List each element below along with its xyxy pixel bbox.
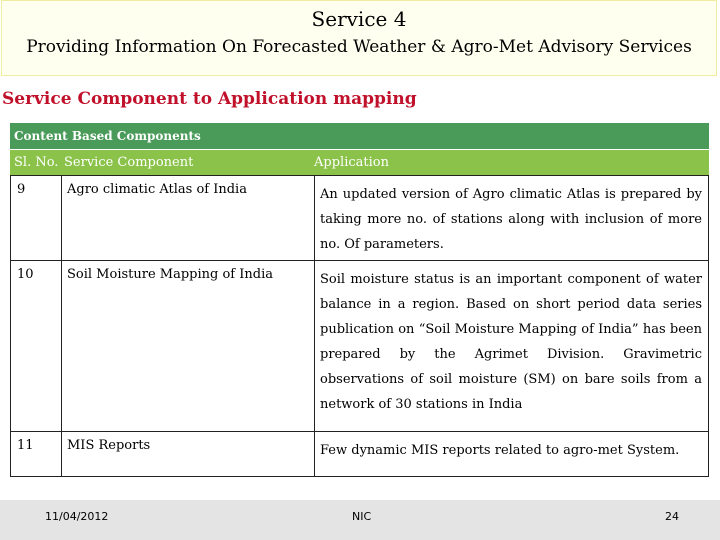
row-application: Few dynamic MIS reports related to agro-met System. <box>320 443 680 458</box>
slide-footer <box>0 500 720 540</box>
slide-title-box <box>1 0 717 76</box>
footer-org: NIC <box>352 510 372 523</box>
col-header-application: Application <box>314 155 389 170</box>
section-title: Service Component to Application mapping <box>2 89 417 109</box>
row-service-component: Soil Moisture Mapping of India <box>67 267 273 282</box>
slide-title: Service 4 <box>311 7 407 31</box>
row-sl-no: 9 <box>17 182 26 197</box>
table-group-label: Content Based Components <box>10 123 709 149</box>
table-body <box>10 175 709 477</box>
row-service-component: Agro climatic Atlas of India <box>67 182 247 197</box>
row-service-component: MIS Reports <box>67 438 151 453</box>
row-application: An updated version of Agro climatic Atlas is prepared by taking more no. of stations along with inclusion of more no. Of parameters. <box>320 187 702 252</box>
footer-date: 11/04/2012 <box>45 510 109 523</box>
footer-page-number: 24 <box>665 510 679 523</box>
row-application: Soil moisture status is an important component of water balance in a region. Based on short period data series publication on “Soil Moisture Mapping of India” has been prepared by the Agrimet Division. Gravimetric observations of soil moisture (SM) on bare soils from a network of 30 stations in India <box>320 272 702 412</box>
slide-subtitle: Providing Information On Forecasted Weather & Agro-Met Advisory Services <box>26 37 692 57</box>
table-row <box>11 175 708 260</box>
col-header-service-component: Service Component <box>64 155 194 170</box>
col-header-sl-no: Sl. No. <box>14 155 59 170</box>
table-header-row <box>10 150 709 175</box>
row-sl-no: 10 <box>17 267 34 282</box>
table-row <box>11 260 708 431</box>
row-sl-no: 11 <box>17 438 34 453</box>
table-row <box>11 431 708 476</box>
